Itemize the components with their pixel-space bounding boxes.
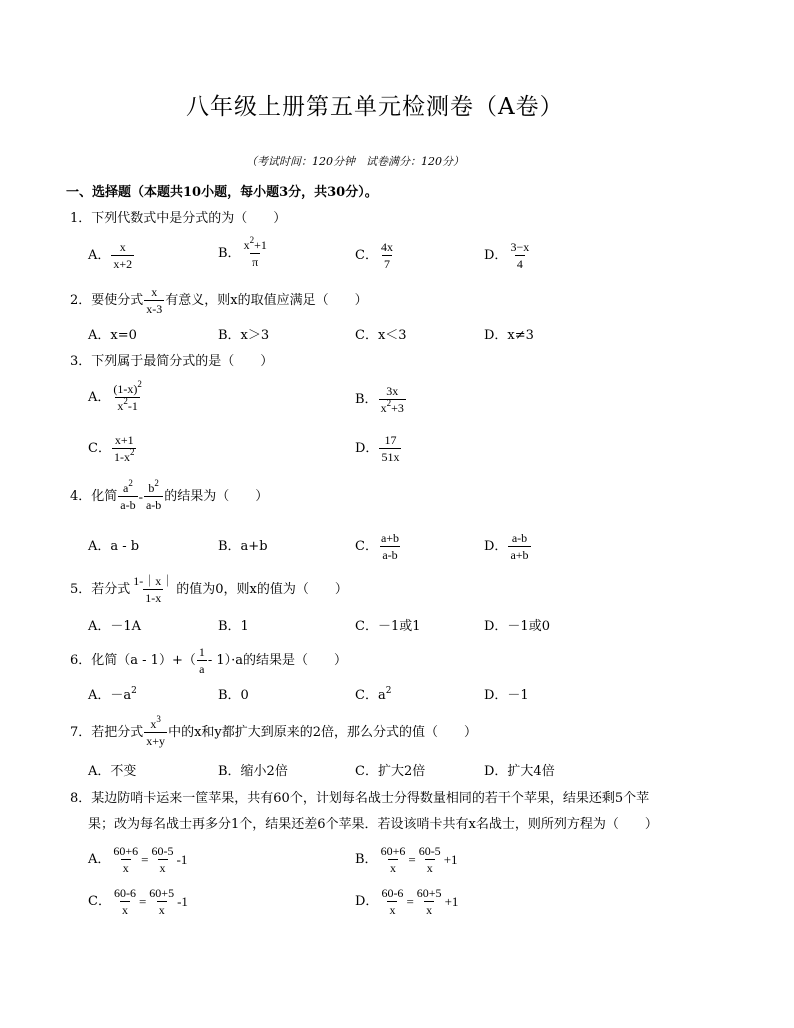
question-2: 2．要使分式 $\frac{x}{x-3}$ 有意义，则x的取值应满足（ ） xyxy=(70,285,368,316)
question-7: 7．若把分式 $\frac{x^3}{x+y}$ 中的x和y都扩大到原来的2倍，那么分式的值（ ） xyxy=(70,714,478,748)
q3-option-a[interactable]: A． $\frac{(1-x)^2}{x^2-1}$ xyxy=(88,379,142,413)
q4-option-b[interactable]: B．a+b xyxy=(218,539,268,554)
q2-option-c[interactable]: C．x＜3 xyxy=(355,328,407,343)
question-6: 6．化简（a - 1）+（ $\frac{1}{a}$ - 1）·a的结果是（ ） xyxy=(70,645,348,676)
question-8-line-1: 8．某边防哨卡运来一筐苹果，共有60个，计划每名战士分得数量相同的若干个苹果，结果还剩5个苹 xyxy=(70,791,650,806)
q2-option-b[interactable]: B．x＞3 xyxy=(218,328,270,343)
q3-option-c[interactable]: C． $\frac{x+1}{1-x^2}$ xyxy=(88,433,135,464)
section-heading: 一、选择题（本题共10小题，每小题3分，共30分）。 xyxy=(66,185,378,200)
page-title: 八年级上册第五单元检测卷（A卷） xyxy=(186,94,564,120)
q1-option-d[interactable]: D． $\frac{3-x}{4}$ xyxy=(484,240,530,271)
q4-option-a[interactable]: A．a - b xyxy=(88,539,140,554)
q8-option-a[interactable]: A． $\frac{60+6}{x}$ = $\frac{60-5}{x}$ -1 xyxy=(88,844,188,875)
q4-option-c[interactable]: C． $\frac{a+b}{a-b}$ xyxy=(355,531,400,562)
q1-option-b[interactable]: B． $\frac{x^2+1}{\pi}$ xyxy=(218,235,267,269)
q6-option-d[interactable]: D．－1 xyxy=(484,688,529,703)
q2-option-a[interactable]: A．x=0 xyxy=(88,328,137,343)
q1-option-a[interactable]: A． $\frac{x}{x+2}$ xyxy=(88,240,133,271)
q5-option-b[interactable]: B．1 xyxy=(218,619,249,634)
q5-option-c[interactable]: C．－1或1 xyxy=(355,619,421,634)
question-5: 5．若分式 $\frac{1-|x|}{1-x}$ 的值为0，则x的值为（ ） xyxy=(70,574,348,605)
q3-option-b[interactable]: B． $\frac{3x}{x^2+3}$ xyxy=(355,384,404,415)
q7-option-c[interactable]: C．扩大2倍 xyxy=(355,764,426,779)
question-4: 4．化简 $\frac{a^2}{a-b}$ - $\frac{b^2}{a-b}$ 的结果为（ ） xyxy=(70,478,269,512)
q5-option-a[interactable]: A．－1A xyxy=(88,619,142,634)
q3-option-d[interactable]: D． $\frac{17}{51x}$ xyxy=(355,433,400,464)
q8-option-b[interactable]: B． $\frac{60+6}{x}$ = $\frac{60-5}{x}$ +1 xyxy=(355,844,458,875)
q6-option-c[interactable]: C．$a^2$ xyxy=(355,686,392,703)
q4-option-d[interactable]: D． $\frac{a-b}{a+b}$ xyxy=(484,531,529,562)
q8-option-c[interactable]: C． $\frac{60-6}{x}$ = $\frac{60+5}{x}$ -1 xyxy=(88,886,188,917)
q6-option-a[interactable]: A．$-a^2$ xyxy=(88,686,137,703)
question-3: 3．下列属于最简分式的是（ ） xyxy=(70,354,274,369)
q7-option-a[interactable]: A．不变 xyxy=(88,764,137,779)
q5-option-d[interactable]: D．－1或0 xyxy=(484,619,550,634)
q6-option-b[interactable]: B．0 xyxy=(218,688,249,703)
question-8-line-2: 果；改为每名战士再多分1个，结果还差6个苹果．若设该哨卡共有x名战士，则所列方程为（ ） xyxy=(88,817,658,832)
q2-option-d[interactable]: D．x≠3 xyxy=(484,328,534,343)
q1-option-c[interactable]: C． $\frac{4x}{7}$ xyxy=(355,240,393,271)
q7-option-b[interactable]: B．缩小2倍 xyxy=(218,764,288,779)
q8-option-d[interactable]: D． $\frac{60-6}{x}$ = $\frac{60+5}{x}$ +1 xyxy=(355,886,459,917)
q7-option-d[interactable]: D．扩大4倍 xyxy=(484,764,555,779)
exam-note: （考试时间：120分钟 试卷满分：120分） xyxy=(246,155,464,168)
question-1: 1．下列代数式中是分式的为（ ） xyxy=(70,211,287,226)
